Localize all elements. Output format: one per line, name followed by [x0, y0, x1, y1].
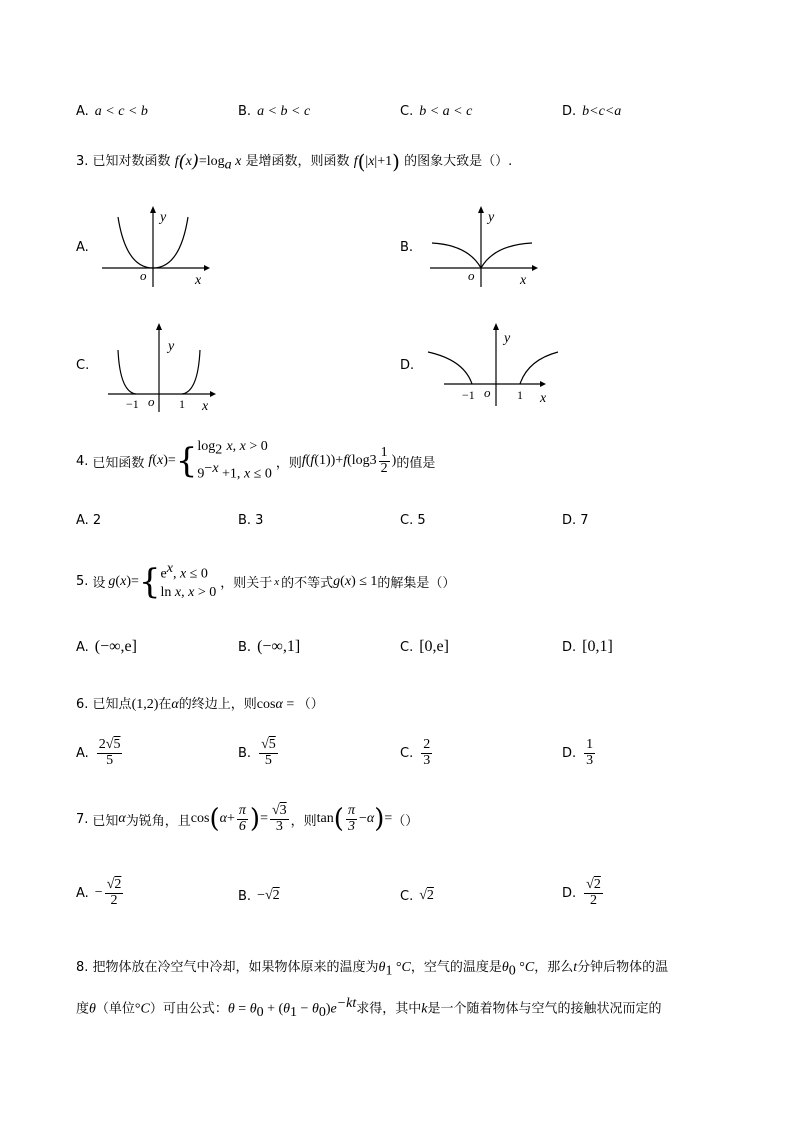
q2-option-c[interactable]: C. b < a < c [400, 104, 473, 119]
y-label: y [488, 210, 495, 225]
q8-line-1: 8. 把物体放在冷空气中冷却，如果物体原来的温度为$\theta_1$ °C，空气的温度是$\theta_0$ °C，那么t分钟后物体的温 [76, 960, 669, 979]
tick-1: 1 [517, 388, 523, 402]
q6-option-b[interactable]: B. $\frac{√5}{5}$ [238, 737, 276, 768]
y-label: y [168, 339, 175, 354]
x-label: x [195, 273, 202, 287]
q5-option-a[interactable]: A. (−∞,e] [76, 638, 137, 655]
q5-stem: 5. 设 g ( x )= { $e^x$, x ≤ 0 ln x, x > 0 ，则关于 x 的不等式 g ( x ) ≤ 1 的解集是（） [76, 561, 456, 602]
curve-left [428, 352, 472, 384]
q4-stem: 4. 已知函数 f ( x )= { $\log_2 x$, x > 0 $9^{-x} +1$, x ≤ 0 ，则 f ( f (1))+ f (log 3 $\frac{1}{2}$ ) 的值是 [76, 438, 435, 485]
origin-label: o [140, 268, 147, 283]
q3-fx: f(x) [174, 150, 199, 172]
q3-graph-a[interactable] [100, 205, 210, 287]
curve [432, 243, 532, 268]
q6-option-c[interactable]: C. $\frac{2}{3}$ [400, 737, 431, 768]
q4-option-c[interactable]: C. 5 [400, 513, 426, 528]
q7-option-b[interactable]: B. −√2 [238, 888, 280, 904]
tick-neg1: −1 [126, 397, 139, 411]
y-axis-arrow-icon [150, 206, 156, 213]
x-axis-arrow-icon [204, 265, 210, 271]
q2-option-d[interactable]: D. b<c<a [562, 104, 622, 119]
q3-stem: 3. 已知对数函数 $f(x)=\log_a$ x 是增函数，则函数 f(|x|+1) 的图象大致是（）. [76, 149, 513, 174]
origin-label: o [484, 385, 491, 400]
q7-option-c[interactable]: C. √2 [400, 888, 434, 904]
origin-label: o [148, 394, 155, 409]
q3-option-d-label[interactable]: D. [400, 358, 415, 373]
y-axis-arrow-icon [156, 323, 162, 330]
tick-neg1: −1 [462, 388, 475, 402]
x-label: x [520, 273, 527, 287]
q6-option-a[interactable]: A. $\frac{2√5}{5}$ [76, 737, 121, 768]
q5-option-b[interactable]: B. (−∞,1] [238, 638, 301, 655]
curve-right [520, 352, 558, 384]
x-label: x [202, 399, 209, 414]
origin-label: o [468, 268, 475, 283]
y-label: y [504, 331, 511, 346]
q7-stem: 7. 已知 α 为锐角，且 cos ( α + $\frac{\pi}{6}$ ) = $\frac{√3}{3}$ ，则 tan ( $\frac{\pi}{3}$ − α ) = （） [76, 803, 419, 835]
x-label: x [540, 391, 547, 406]
q3-graph-c[interactable] [106, 322, 218, 414]
q4-frac-half: $\frac{1}{2}$ [380, 445, 388, 476]
x-axis-arrow-icon [532, 265, 538, 271]
y-axis-arrow-icon [493, 323, 499, 330]
q5-option-c[interactable]: C. [0,e] [400, 638, 449, 655]
q5-option-d[interactable]: D. [0,1] [562, 638, 613, 655]
x-axis-arrow-icon [210, 391, 216, 397]
y-axis-arrow-icon [478, 206, 484, 213]
q5-piecewise: $e^x$, x ≤ 0 ln x, x > 0 [160, 561, 217, 601]
q8-line-2: 度θ（单位°C）可由公式：$\theta = \theta_0 + (\theta_1 - \theta_0)e^{-kt}$求得，其中k是一个随着物体与空气的接触状况而定的 [76, 996, 662, 1020]
q3-graph-b[interactable] [428, 205, 538, 287]
q4-option-b[interactable]: B. 3 [238, 513, 264, 528]
q4-option-a[interactable]: A. 2 [76, 513, 102, 528]
tick-1: 1 [179, 397, 185, 411]
q3-option-b-label[interactable]: B. [400, 240, 414, 255]
q3-option-a-label[interactable]: A. [76, 240, 89, 255]
q3-graph-d[interactable] [424, 322, 560, 408]
q7-option-d[interactable]: D. $\frac{√2}{2}$ [562, 877, 601, 908]
x-axis-arrow-icon [540, 381, 546, 387]
q4-option-d[interactable]: D. 7 [562, 513, 589, 528]
y-label: y [160, 210, 167, 225]
curve-right [182, 350, 200, 394]
q2-option-b[interactable]: B. a < b < c [238, 104, 311, 119]
q2-option-a[interactable]: A. a < c < b [76, 104, 148, 119]
q7-option-a[interactable]: A. − $\frac{√2}{2}$ [76, 877, 122, 908]
q3-option-c-label[interactable]: C. [76, 358, 90, 373]
curve-left [118, 350, 136, 394]
q4-piecewise: $\log_2 x$, x > 0 $9^{-x} +1$, x ≤ 0 [197, 439, 272, 482]
q6-option-d[interactable]: D. $\frac{1}{3}$ [562, 737, 594, 768]
q6-stem: 6. 已知点(1,2)在α的终边上，则cosα = （） [76, 697, 324, 712]
